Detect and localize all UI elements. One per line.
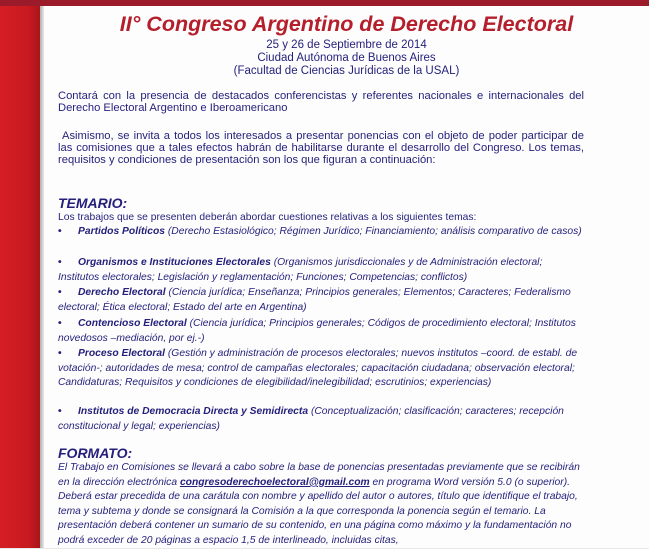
bullet: • — [58, 348, 62, 359]
temario-item-name: Organismos e Instituciones Electorales — [78, 257, 271, 268]
bullet: • — [58, 257, 62, 268]
bullet: • — [58, 287, 62, 298]
event-city: Ciudad Autónoma de Buenos Aires — [257, 52, 436, 64]
temario-heading: TEMARIO: — [58, 195, 128, 211]
formato-paragraph — [58, 461, 584, 549]
formato-text-after: en programa Word versión 5.0 (o superior). Deberá estar precedida de una carátula con nombre y apellido del autor o autores, título que identifique el trabajo, tema y subtema y donde se consignará la Comisión a la que corresponda la ponencia según el temario. La presentación deberá contener un sumario de su contenido, en una página como máximo y la fundamentación no podrá exceder de 20 páginas a espacio 1,5 de interlineado, incluidas citas, — [58, 476, 578, 546]
temario-item-name: Derecho Electoral — [78, 287, 166, 298]
event-dates: 25 y 26 de Septiembre de 2014 — [266, 39, 427, 51]
formato-heading: FORMATO: — [58, 445, 133, 461]
temario-item-desc: (Conceptualización; clasificación; caracteres; recepción constitucional y legal; experiencias) — [58, 406, 564, 432]
left-red-band — [0, 6, 40, 548]
temario-item-desc: (Ciencia jurídica; Principios generales; Códigos de procedimiento electoral; Institutos novedosos –mediación, por ej.-) — [58, 318, 576, 344]
submission-email-link[interactable]: congresoderechoelectoral@gmail.com — [179, 476, 370, 488]
event-venue: (Facultad de Ciencias Jurídicas de la USAL) — [233, 65, 460, 77]
intro-paragraph-1: Contará con la presencia de destacados conferencistas y referentes nacionales e internacionales del Derecho Electoral Argentino e Iberoamericano — [58, 90, 584, 114]
temario-item — [58, 317, 584, 346]
temario-lead: Los trabajos que se presenten deberán abordar cuestiones relativas a los siguientes temas: — [58, 212, 477, 223]
temario-item-desc: (Derecho Estasiológico; Régimen Jurídico; Financiamiento; análisis comparativo de casos) — [167, 226, 582, 237]
bullet: • — [58, 318, 62, 329]
temario-item-name: Institutos de Democracia Directa y Semidirecta — [78, 406, 309, 417]
temario-item — [58, 405, 584, 434]
intro-paragraph-2: Asimismo, se invita a todos los interesados a presentar ponencias con el objeto de poder participar de las comisiones que a tales efectos habrán de habilitarse durante el desarrollo del Congreso. Los temas, requisitos y condiciones de presentación son los que figuran a continuación: — [58, 130, 584, 166]
temario-item-name: Partidos Políticos — [78, 226, 165, 237]
temario-item — [58, 225, 584, 240]
temario-item — [58, 347, 584, 391]
temario-item — [58, 256, 584, 285]
temario-item-desc: (Ciencia jurídica; Enseñanza; Principios generales; Elementos; Caracteres; Federalismo electoral; Ética electoral; Estado del arte en Argentina) — [58, 287, 571, 313]
formato-text-before: El Trabajo en Comisiones se llevará a cabo sobre la base de ponencias presentadas previamente que se recibirán en la dirección electrónica — [58, 462, 580, 488]
temario-item-desc: (Organismos jurisdiccionales y de Administración electoral; Institutos electorales; Legislación y reglamentación; Funciones; Competencias; conflictos) — [58, 257, 543, 283]
bullet: • — [58, 406, 62, 417]
bullet: • — [58, 226, 62, 237]
temario-item-name: Proceso Electoral — [78, 348, 165, 359]
temario-item-name: Contencioso Electoral — [78, 318, 187, 329]
temario-item — [58, 286, 584, 315]
temario-item-desc: (Gestión y administración de procesos electorales; nuevos institutos –coord. de establ. de votación-; autoridades de mesa; control de campañas electorales; capacitación ciudadana; observación electoral; Candidaturas; Requisitos y condiciones de elegibilidad/inelegibilidad; escrutinios; experiencias) — [58, 348, 578, 389]
document-page — [44, 6, 649, 548]
document-title: II° Congreso Argentino de Derecho Electoral — [119, 12, 574, 36]
